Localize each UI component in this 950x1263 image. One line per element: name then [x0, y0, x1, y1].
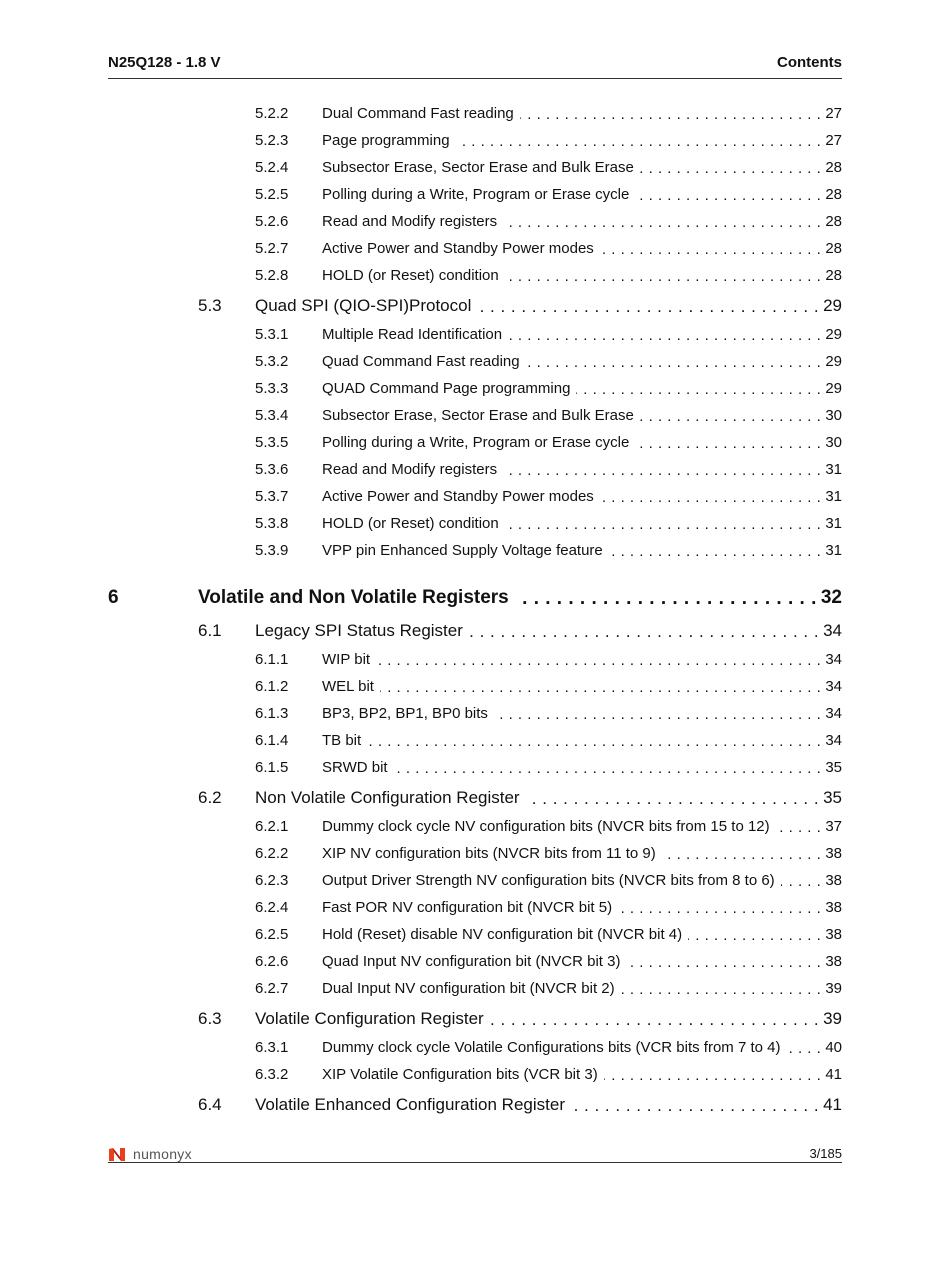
toc-entry-title: Fast POR NV configuration bit (NVCR bit 5)	[322, 898, 613, 916]
toc-entry-page: 38	[825, 844, 842, 862]
toc-entry[interactable]	[108, 673, 842, 700]
dot-leader	[508, 327, 821, 342]
toc-entry-page: 29	[825, 352, 842, 370]
toc-entry-title: VPP pin Enhanced Supply Voltage feature	[322, 541, 603, 559]
toc-entry-title: WEL bit	[322, 677, 374, 695]
toc-entry-number: 6.1.1	[255, 650, 289, 668]
toc-entry-page: 38	[825, 952, 842, 970]
toc-entry-title: QUAD Command Page programming	[322, 379, 571, 397]
toc-entry-title: SRWD bit	[322, 758, 388, 776]
logo-text: numonyx	[133, 1146, 192, 1162]
toc-entry-page: 28	[825, 158, 842, 176]
toc-entry-title: Output Driver Strength NV configuration bits (NVCR bits from 8 to 6)	[322, 871, 775, 889]
toc-entry-title: Active Power and Standby Power modes	[322, 487, 594, 505]
toc-entry-page: 38	[825, 871, 842, 889]
toc-entry[interactable]	[108, 1090, 842, 1120]
toc-entry[interactable]	[108, 127, 842, 154]
toc-entry-number: 6.2.4	[255, 898, 289, 916]
toc-entry-page: 35	[825, 758, 842, 776]
toc-entry-page: 28	[825, 185, 842, 203]
toc-entry[interactable]	[108, 700, 842, 727]
toc-entry[interactable]	[108, 375, 842, 402]
toc-entry[interactable]	[108, 840, 842, 867]
toc-entry-title: Dual Command Fast reading	[322, 104, 514, 122]
toc-entry-title: XIP NV configuration bits (NVCR bits from 11 to 9)	[322, 844, 656, 862]
toc-entry[interactable]	[108, 727, 842, 754]
dot-leader	[526, 789, 819, 806]
toc-entry[interactable]	[108, 483, 842, 510]
toc-entry-number: 6.1.4	[255, 731, 289, 749]
toc-entry[interactable]	[108, 154, 842, 181]
toc-entry-number: 6.2.3	[255, 871, 289, 889]
toc-entry-page: 39	[825, 979, 842, 997]
toc-entry-title: Dual Input NV configuration bit (NVCR bit 2)	[322, 979, 615, 997]
toc-entry-number: 6.2.2	[255, 844, 289, 862]
dot-leader	[662, 846, 822, 861]
toc-entry-page: 31	[825, 487, 842, 505]
toc-entry[interactable]	[108, 783, 842, 813]
toc-entry-title: Subsector Erase, Sector Erase and Bulk Erase	[322, 406, 634, 424]
toc-entry-number: 6.1.3	[255, 704, 289, 722]
toc-entry[interactable]	[108, 975, 842, 1002]
toc-entry-title: Volatile and Non Volatile Registers	[198, 586, 509, 608]
dot-leader	[380, 679, 821, 694]
toc-entry-page: 30	[825, 406, 842, 424]
toc-entry[interactable]	[108, 921, 842, 948]
toc-entry-title: Read and Modify registers	[322, 460, 498, 478]
toc-entry-page: 32	[820, 586, 842, 608]
dot-leader	[618, 900, 821, 915]
toc-entry-title: HOLD (or Reset) condition	[322, 514, 499, 532]
dot-leader	[600, 241, 822, 256]
toc-entry-number: 6.2.7	[255, 979, 289, 997]
toc-entry-title: TB bit	[322, 731, 362, 749]
toc-entry-title: Volatile Configuration Register	[255, 1008, 484, 1028]
dot-leader	[394, 760, 822, 775]
toc-entry-title: Dummy clock cycle Volatile Configurations bits (VCR bits from 7 to 4)	[322, 1038, 781, 1056]
toc-entry[interactable]	[108, 646, 842, 673]
toc-entry-title: Quad Input NV configuration bit (NVCR bit 3)	[322, 952, 621, 970]
toc-entry[interactable]	[108, 537, 842, 564]
toc-entry-number: 5.2.6	[255, 212, 289, 230]
section-title: Contents	[777, 54, 842, 71]
toc-entry[interactable]	[108, 321, 842, 348]
dot-leader	[640, 408, 821, 423]
toc-entry-page: 41	[825, 1065, 842, 1083]
toc-entry-page: 29	[823, 295, 842, 315]
toc-entry-title: Non Volatile Configuration Register	[255, 787, 520, 807]
dot-leader	[477, 297, 819, 314]
dot-leader	[505, 268, 822, 283]
toc-entry-title: Multiple Read Identification	[322, 325, 503, 343]
toc-entry-number: 5.3.5	[255, 433, 289, 451]
toc-entry-title: Legacy SPI Status Register	[255, 620, 463, 640]
toc-entry-title: Polling during a Write, Program or Erase cycle	[322, 433, 630, 451]
dot-leader	[456, 133, 822, 148]
toc-entry-page: 41	[823, 1094, 842, 1114]
toc-entry-title: Volatile Enhanced Configuration Register	[255, 1094, 565, 1114]
dot-leader	[621, 981, 822, 996]
toc-entry-page: 37	[825, 817, 842, 835]
toc-entry-title: Read and Modify registers	[322, 212, 498, 230]
toc-entry[interactable]	[108, 208, 842, 235]
toc-entry-number: 6.1	[198, 620, 222, 640]
toc-entry[interactable]	[108, 100, 842, 127]
toc-entry-number: 6.3.2	[255, 1065, 289, 1083]
toc-entry[interactable]	[108, 1004, 842, 1034]
toc-entry-page: 39	[823, 1008, 842, 1028]
toc-entry-title: Hold (Reset) disable NV configuration bit (NVCR bit 4)	[322, 925, 683, 943]
toc-entry[interactable]	[108, 616, 842, 646]
toc-entry-number: 5.3.1	[255, 325, 289, 343]
toc-entry-number: 5.3.7	[255, 487, 289, 505]
toc-entry[interactable]	[108, 894, 842, 921]
page-footer	[108, 1145, 842, 1163]
toc-entry-title: XIP Volatile Configuration bits (VCR bit 3)	[322, 1065, 598, 1083]
toc-entry[interactable]	[108, 291, 842, 321]
toc-entry-page: 34	[825, 704, 842, 722]
dot-leader	[469, 622, 819, 639]
toc-entry-page: 31	[825, 541, 842, 559]
toc-entry-title: Quad SPI (QIO-SPI)Protocol	[255, 295, 472, 315]
dot-leader	[600, 489, 822, 504]
page-number: 3/185	[809, 1146, 842, 1161]
dot-leader	[520, 106, 822, 121]
toc-entry-number: 5.3.3	[255, 379, 289, 397]
toc-entry-title: Subsector Erase, Sector Erase and Bulk Erase	[322, 158, 634, 176]
toc-entry[interactable]	[108, 754, 842, 781]
toc-entry[interactable]	[108, 348, 842, 375]
document-title: N25Q128 - 1.8 V	[108, 54, 221, 71]
toc-entry-page: 27	[825, 104, 842, 122]
toc-entry-page: 29	[825, 379, 842, 397]
toc-entry-title: Page programming	[322, 131, 450, 149]
dot-leader	[626, 954, 821, 969]
dot-leader	[604, 1067, 822, 1082]
toc-entry-number: 5.3.4	[255, 406, 289, 424]
dot-leader	[494, 706, 821, 721]
dot-leader	[609, 543, 822, 558]
dot-leader	[640, 160, 821, 175]
dot-leader	[367, 733, 821, 748]
toc-entry-page: 38	[825, 925, 842, 943]
dot-leader	[490, 1010, 819, 1027]
toc-entry-number: 6.4	[198, 1094, 222, 1114]
toc-entry-title: WIP bit	[322, 650, 371, 668]
toc-entry-page: 34	[825, 650, 842, 668]
toc-entry-number: 6.3.1	[255, 1038, 289, 1056]
dot-leader	[515, 588, 817, 607]
toc-entry-page: 35	[823, 787, 842, 807]
toc-entry-title: Polling during a Write, Program or Erase cycle	[322, 185, 630, 203]
toc-entry-page: 27	[825, 131, 842, 149]
dot-leader	[503, 214, 821, 229]
toc-entry-number: 5.2.8	[255, 266, 289, 284]
dot-leader	[576, 381, 821, 396]
toc-entry-page: 31	[825, 460, 842, 478]
dot-leader	[688, 927, 821, 942]
toc-entry-page: 34	[823, 620, 842, 640]
toc-entry-title: BP3, BP2, BP1, BP0 bits	[322, 704, 488, 722]
dot-leader	[503, 462, 821, 477]
dot-leader	[376, 652, 821, 667]
toc-entry-number: 5.3.2	[255, 352, 289, 370]
dot-leader	[787, 1040, 822, 1055]
toc-entry-page: 30	[825, 433, 842, 451]
page-header	[108, 52, 842, 79]
dot-leader	[505, 516, 822, 531]
dot-leader	[635, 187, 821, 202]
toc-entry-number: 6.3	[198, 1008, 222, 1028]
toc-entry-page: 29	[825, 325, 842, 343]
dot-leader	[526, 354, 822, 369]
toc-entry[interactable]	[108, 1061, 842, 1088]
toc-entry-number: 5.3.8	[255, 514, 289, 532]
toc-entry-number: 6.1.5	[255, 758, 289, 776]
toc-entry-number: 5.3.9	[255, 541, 289, 559]
numonyx-n-icon	[108, 1147, 126, 1162]
toc-entry-number: 5.3.6	[255, 460, 289, 478]
toc-entry-number: 5.3	[198, 295, 222, 315]
toc-entry[interactable]	[108, 813, 842, 840]
toc-entry-number: 5.2.5	[255, 185, 289, 203]
table-of-contents	[108, 100, 842, 1120]
toc-entry-page: 38	[825, 898, 842, 916]
toc-entry[interactable]	[108, 582, 842, 614]
dot-leader	[635, 435, 821, 450]
toc-entry[interactable]	[108, 510, 842, 537]
toc-entry-title: Active Power and Standby Power modes	[322, 239, 594, 257]
toc-entry-title: Dummy clock cycle NV configuration bits (NVCR bits from 15 to 12)	[322, 817, 770, 835]
dot-leader	[781, 873, 822, 888]
toc-entry-page: 40	[825, 1038, 842, 1056]
toc-entry-number: 6.2.6	[255, 952, 289, 970]
toc-entry[interactable]	[108, 429, 842, 456]
toc-entry-number: 6.1.2	[255, 677, 289, 695]
numonyx-logo	[108, 1146, 192, 1162]
toc-entry-number: 6.2.1	[255, 817, 289, 835]
toc-entry[interactable]	[108, 456, 842, 483]
toc-entry-number: 6.2.5	[255, 925, 289, 943]
toc-entry-page: 34	[825, 677, 842, 695]
toc-entry-number: 6.2	[198, 787, 222, 807]
toc-entry-title: Quad Command Fast reading	[322, 352, 520, 370]
toc-entry-number: 6	[108, 586, 119, 608]
toc-entry-title: HOLD (or Reset) condition	[322, 266, 499, 284]
toc-entry[interactable]	[108, 262, 842, 289]
toc-entry-number: 5.2.7	[255, 239, 289, 257]
dot-leader	[571, 1096, 819, 1113]
toc-entry-page: 31	[825, 514, 842, 532]
toc-entry-number: 5.2.4	[255, 158, 289, 176]
toc-entry-page: 28	[825, 266, 842, 284]
dot-leader	[776, 819, 822, 834]
toc-entry-page: 28	[825, 239, 842, 257]
toc-entry[interactable]	[108, 181, 842, 208]
toc-entry[interactable]	[108, 1034, 842, 1061]
toc-entry[interactable]	[108, 402, 842, 429]
toc-entry[interactable]	[108, 948, 842, 975]
toc-entry-page: 34	[825, 731, 842, 749]
toc-entry-number: 5.2.2	[255, 104, 289, 122]
toc-entry[interactable]	[108, 235, 842, 262]
toc-entry-number: 5.2.3	[255, 131, 289, 149]
toc-entry[interactable]	[108, 867, 842, 894]
toc-entry-page: 28	[825, 212, 842, 230]
